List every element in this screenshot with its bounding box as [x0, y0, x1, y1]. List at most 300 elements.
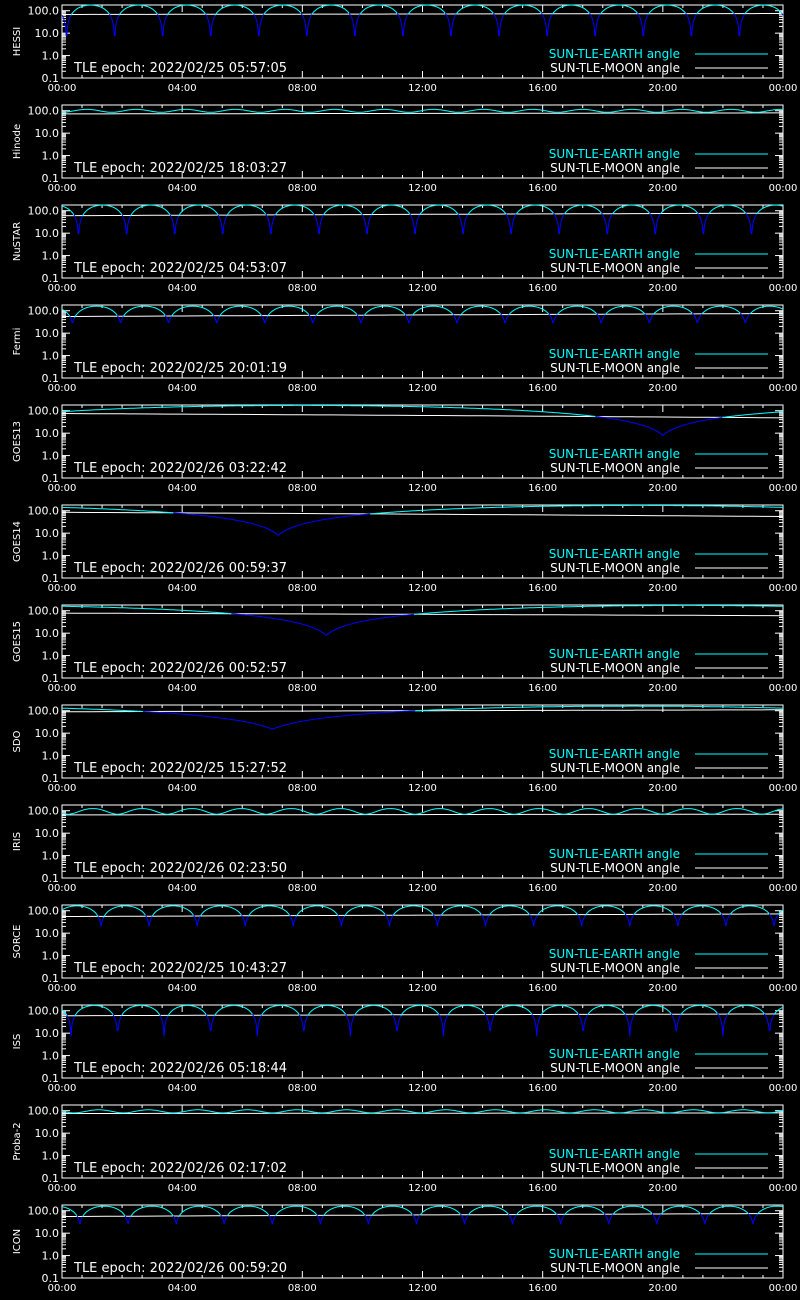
earth-angle-line [600, 5, 637, 14]
y-tick-label: 100.0 [27, 304, 59, 318]
earth-angle-line [552, 5, 589, 14]
y-tick-label: 0.1 [41, 772, 59, 785]
earth-angle-line [275, 1206, 317, 1216]
x-tick-label: 04:00 [167, 1283, 197, 1294]
x-tick-label: 00:00 [47, 1283, 77, 1294]
earth-angle-line [371, 205, 410, 215]
earth-angle-line [143, 711, 415, 729]
moon-angle-line [62, 314, 783, 317]
x-tick-label: 16:00 [528, 883, 558, 894]
y-tick-label: 10.0 [34, 927, 59, 941]
earth-angle-line [219, 306, 261, 316]
earth-angle-line [412, 306, 453, 315]
earth-angle-line [158, 14, 168, 35]
y-tick-label: 1.0 [41, 849, 59, 863]
earth-angle-line [613, 1206, 652, 1214]
earth-angle-line [371, 1206, 412, 1216]
x-tick-label: 20:00 [648, 483, 678, 494]
satellite-label: HESSI [12, 26, 23, 57]
earth-angle-line [740, 313, 750, 322]
earth-angle-line [638, 13, 649, 35]
earth-angle-line [206, 14, 216, 35]
earth-angle-line [231, 614, 414, 636]
legend-moon-label: SUN-TLE-MOON angle [550, 561, 680, 575]
legend-earth-label: SUN-TLE-EARTH angle [548, 447, 680, 461]
y-tick-label: 1.0 [41, 1249, 59, 1263]
y-tick-label: 1.0 [41, 249, 59, 263]
legend-earth-label: SUN-TLE-EARTH angle [548, 1147, 680, 1161]
y-tick-label: 1.0 [41, 349, 59, 363]
earth-angle-line [564, 1206, 604, 1215]
x-tick-label: 20:00 [648, 683, 678, 694]
y-tick-label: 100.0 [27, 504, 59, 518]
y-tick-label: 100.0 [27, 604, 59, 618]
y-tick-label: 10.0 [34, 827, 59, 841]
earth-angle-line [414, 605, 783, 614]
x-tick-label: 04:00 [167, 1083, 197, 1094]
x-tick-label: 04:00 [167, 83, 197, 94]
chart-panel-hinode [0, 100, 800, 200]
x-tick-label: 12:00 [408, 883, 437, 894]
earth-angle-line [323, 1206, 364, 1216]
earth-angle-line [420, 1206, 460, 1215]
earth-angle-line [532, 1014, 541, 1036]
legend-moon-label: SUN-TLE-MOON angle [550, 1261, 680, 1275]
x-tick-label: 00:00 [47, 83, 77, 94]
legend-earth-label: SUN-TLE-EARTH angle [548, 1047, 680, 1061]
earth-angle-line [312, 5, 349, 14]
x-tick-label: 12:00 [408, 83, 437, 94]
earth-angle-line [460, 1214, 468, 1224]
x-tick-label: 12:00 [408, 283, 437, 294]
earth-angle-line [697, 5, 734, 14]
y-tick-label: 1.0 [41, 149, 59, 163]
earth-angle-line [179, 1206, 221, 1217]
earth-angle-line [692, 313, 702, 322]
legend-earth-label: SUN-TLE-EARTH angle [548, 347, 680, 361]
x-tick-label: 04:00 [167, 783, 197, 794]
tle-epoch-label: TLE epoch: 2022/02/26 00:59:20 [74, 1261, 288, 1276]
x-tick-label: 00:00 [768, 683, 798, 694]
legend-moon-label: SUN-TLE-MOON angle [550, 361, 680, 375]
x-tick-label: 00:00 [47, 783, 77, 794]
earth-angle-line [167, 5, 206, 15]
chart-panel-fermi [0, 300, 800, 400]
earth-angle-line [194, 915, 201, 926]
x-tick-label: 08:00 [287, 1283, 317, 1294]
earth-angle-line [168, 1005, 207, 1016]
y-tick-label: 0.1 [41, 372, 59, 385]
earth-angle-line [596, 417, 723, 436]
legend-earth-label: SUN-TLE-EARTH angle [548, 47, 680, 61]
earth-angle-line [722, 412, 783, 418]
earth-angle-line [734, 13, 745, 35]
earth-angle-line [308, 1005, 346, 1015]
earth-angle-line [200, 906, 241, 917]
y-tick-label: 100.0 [27, 1104, 59, 1118]
x-tick-label: 00:00 [768, 483, 798, 494]
legend-moon-label: SUN-TLE-MOON angle [550, 1061, 680, 1075]
earth-angle-line [557, 1214, 565, 1224]
y-tick-label: 10.0 [34, 1227, 59, 1241]
earth-angle-line [485, 1014, 495, 1031]
earth-angle-line [453, 315, 460, 323]
x-tick-label: 00:00 [47, 483, 77, 494]
legend-earth-label: SUN-TLE-EARTH angle [548, 147, 680, 161]
y-tick-label: 0.1 [41, 972, 59, 985]
satellite-label: Fermi [12, 327, 23, 356]
y-tick-label: 100.0 [27, 804, 59, 818]
x-tick-label: 16:00 [528, 783, 558, 794]
x-tick-label: 04:00 [167, 283, 197, 294]
x-tick-label: 08:00 [287, 383, 317, 394]
earth-angle-line [718, 1013, 728, 1036]
y-tick-label: 10.0 [34, 227, 59, 241]
earth-angle-line [604, 1214, 613, 1225]
earth-angle-line [275, 205, 313, 215]
x-tick-label: 04:00 [167, 383, 197, 394]
x-tick-label: 04:00 [167, 183, 197, 194]
earth-angle-line [344, 906, 385, 917]
earth-angle-line [221, 1215, 228, 1224]
earth-angle-line [529, 915, 537, 927]
earth-angle-line [412, 1214, 420, 1224]
x-tick-label: 00:00 [768, 1283, 798, 1294]
earth-angle-line [420, 205, 458, 215]
earth-angle-line [122, 1005, 160, 1015]
x-tick-label: 20:00 [648, 1283, 678, 1294]
earth-angle-line [495, 1005, 532, 1014]
earth-angle-line [458, 214, 468, 234]
x-tick-label: 12:00 [408, 583, 437, 594]
chart-panel-goes13 [0, 400, 800, 500]
tle-epoch-label: TLE epoch: 2022/02/25 04:53:07 [74, 261, 288, 276]
earth-angle-line [146, 915, 153, 926]
earth-angle-line [728, 1005, 765, 1014]
earth-angle-line [364, 306, 405, 315]
earth-angle-line [661, 1206, 700, 1214]
earth-angle-line [460, 306, 500, 315]
earth-angle-line [62, 606, 231, 613]
earth-angle-line [635, 1005, 672, 1014]
chart-panel-proba-2 [0, 1100, 800, 1200]
earth-angle-line [433, 915, 441, 927]
x-tick-label: 20:00 [648, 583, 678, 594]
x-tick-label: 08:00 [287, 583, 317, 594]
moon-angle-line [62, 14, 783, 15]
earth-angle-line [542, 13, 553, 35]
y-tick-label: 1.0 [41, 49, 59, 63]
y-tick-label: 0.1 [41, 72, 59, 85]
moon-angle-line [62, 414, 783, 418]
earth-angle-line [254, 14, 264, 35]
x-tick-label: 08:00 [287, 683, 317, 694]
earth-angle-line [98, 916, 103, 926]
chart-panel-nustar [0, 200, 800, 300]
earth-angle-line [152, 906, 194, 917]
earth-angle-line [650, 213, 661, 233]
earth-angle-line [673, 914, 682, 927]
x-tick-label: 08:00 [287, 1183, 317, 1194]
earth-angle-line [682, 906, 721, 915]
earth-angle-line [709, 1206, 748, 1214]
chart-panel-hessi [0, 0, 800, 100]
legend-earth-label: SUN-TLE-EARTH angle [548, 247, 680, 261]
earth-angle-line [597, 314, 606, 323]
earth-angle-line [605, 306, 645, 315]
earth-angle-line [578, 1014, 588, 1031]
earth-angle-line [301, 13, 312, 35]
earth-angle-line [653, 306, 692, 315]
y-tick-label: 0.1 [41, 1272, 59, 1285]
earth-angle-line [541, 1005, 578, 1015]
x-tick-label: 16:00 [528, 83, 558, 94]
y-tick-label: 10.0 [34, 727, 59, 741]
moon-angle-line [62, 1014, 783, 1016]
x-tick-label: 20:00 [648, 1083, 678, 1094]
x-tick-label: 12:00 [408, 383, 437, 394]
y-tick-label: 0.1 [41, 1072, 59, 1085]
earth-angle-line [456, 5, 493, 14]
x-tick-label: 12:00 [408, 183, 437, 194]
chart-panel-goes15 [0, 600, 800, 700]
tle-epoch-label: TLE epoch: 2022/02/25 10:43:27 [74, 961, 288, 976]
earth-angle-line [360, 5, 397, 14]
chart-panel-icon [0, 1200, 800, 1300]
x-tick-label: 04:00 [167, 683, 197, 694]
y-tick-label: 1.0 [41, 949, 59, 963]
satellite-label: NuSTAR [12, 221, 23, 262]
earth-angle-line [70, 316, 75, 322]
x-tick-label: 08:00 [287, 183, 317, 194]
earth-angle-line [131, 205, 171, 216]
earth-angle-line [317, 1215, 324, 1224]
x-tick-label: 20:00 [648, 1183, 678, 1194]
earth-angle-line [493, 13, 504, 35]
earth-angle-line [537, 906, 577, 916]
earth-angle-line [77, 1216, 82, 1224]
x-tick-label: 20:00 [648, 183, 678, 194]
earth-angle-line [262, 316, 268, 323]
x-tick-label: 20:00 [648, 783, 678, 794]
earth-angle-line [213, 316, 219, 323]
earth-angle-line [160, 1015, 168, 1036]
tle-epoch-label: TLE epoch: 2022/02/25 05:57:05 [74, 61, 288, 76]
x-tick-label: 20:00 [648, 383, 678, 394]
earth-angle-line [75, 1005, 114, 1016]
x-tick-label: 00:00 [768, 183, 798, 194]
earth-angle-line [408, 5, 445, 14]
legend-moon-label: SUN-TLE-MOON angle [550, 661, 680, 675]
legend-earth-label: SUN-TLE-EARTH angle [548, 1247, 680, 1261]
y-tick-label: 100.0 [27, 104, 59, 118]
y-tick-label: 1.0 [41, 749, 59, 763]
y-tick-label: 10.0 [34, 127, 59, 141]
x-tick-label: 20:00 [648, 283, 678, 294]
y-tick-label: 0.1 [41, 672, 59, 685]
x-tick-label: 00:00 [768, 583, 798, 594]
earth-angle-line [173, 1216, 178, 1224]
legend-moon-label: SUN-TLE-MOON angle [550, 961, 680, 975]
legend-moon-label: SUN-TLE-MOON angle [550, 861, 680, 875]
earth-angle-line [645, 314, 653, 323]
earth-angle-line [501, 314, 509, 323]
y-tick-label: 0.1 [41, 172, 59, 185]
earth-angle-line [508, 1214, 516, 1224]
legend-earth-label: SUN-TLE-EARTH angle [548, 547, 680, 561]
earth-angle-line [578, 915, 586, 927]
earth-angle-line [397, 13, 408, 35]
earth-angle-line [299, 1015, 307, 1031]
legend-moon-label: SUN-TLE-MOON angle [550, 261, 680, 275]
earth-angle-line [165, 316, 171, 323]
y-tick-label: 100.0 [27, 4, 59, 18]
earth-angle-line [253, 1014, 262, 1036]
x-tick-label: 16:00 [528, 983, 558, 994]
tle-epoch-label: TLE epoch: 2022/02/25 15:27:52 [74, 761, 288, 776]
earth-angle-line [686, 13, 697, 35]
earth-angle-line [362, 214, 372, 234]
earth-angle-line [648, 5, 685, 14]
earth-angle-line [748, 1214, 757, 1225]
satellite-label: IRIS [12, 831, 23, 852]
earth-angle-line [393, 1015, 401, 1031]
x-tick-label: 00:00 [47, 383, 77, 394]
earth-angle-line [290, 915, 297, 926]
earth-angle-line [448, 1005, 485, 1015]
earth-angle-line [119, 5, 157, 15]
x-tick-label: 12:00 [408, 1183, 437, 1194]
earth-angle-line [769, 914, 778, 927]
x-tick-label: 00:00 [768, 783, 798, 794]
earth-angle-line [634, 906, 673, 915]
earth-angle-line [122, 215, 130, 234]
moon-angle-line [62, 1214, 783, 1217]
x-tick-label: 00:00 [47, 1083, 77, 1094]
y-tick-label: 100.0 [27, 1204, 59, 1218]
chart-panel-sorce [0, 900, 800, 1000]
legend-moon-label: SUN-TLE-MOON angle [550, 1161, 680, 1175]
x-tick-label: 08:00 [287, 783, 317, 794]
earth-angle-line [370, 505, 783, 514]
earth-angle-line [179, 205, 219, 216]
earth-angle-line [242, 915, 249, 926]
y-tick-label: 100.0 [27, 204, 59, 218]
earth-angle-line [215, 5, 254, 15]
earth-angle-line [393, 906, 433, 916]
earth-angle-line [338, 915, 345, 926]
y-tick-label: 1.0 [41, 1149, 59, 1163]
earth-angle-line [554, 213, 565, 233]
y-tick-label: 0.1 [41, 872, 59, 885]
x-tick-label: 20:00 [648, 83, 678, 94]
earth-angle-line [660, 205, 697, 214]
x-tick-label: 00:00 [47, 983, 77, 994]
y-tick-label: 1.0 [41, 449, 59, 463]
earth-angle-line [346, 1014, 355, 1036]
moon-angle-line [62, 113, 783, 114]
earth-angle-line [506, 214, 516, 234]
x-tick-label: 20:00 [648, 883, 678, 894]
y-tick-label: 10.0 [34, 427, 59, 441]
earth-angle-line [215, 1005, 253, 1015]
tle-epoch-label: TLE epoch: 2022/02/26 02:23:50 [74, 861, 288, 876]
y-tick-label: 10.0 [34, 327, 59, 341]
legend-earth-label: SUN-TLE-EARTH angle [548, 647, 680, 661]
earth-angle-line [269, 1215, 276, 1224]
earth-angle-line [652, 1214, 661, 1225]
x-tick-label: 00:00 [768, 883, 798, 894]
x-tick-label: 12:00 [408, 983, 437, 994]
earth-angle-line [266, 214, 276, 234]
earth-angle-line [441, 906, 481, 916]
legend-earth-label: SUN-TLE-EARTH angle [548, 947, 680, 961]
earth-angle-line [721, 914, 730, 927]
x-tick-label: 08:00 [287, 283, 317, 294]
x-tick-label: 00:00 [768, 383, 798, 394]
legend-earth-label: SUN-TLE-EARTH angle [548, 847, 680, 861]
x-tick-label: 16:00 [528, 1083, 558, 1094]
x-tick-label: 04:00 [167, 983, 197, 994]
y-tick-label: 0.1 [41, 572, 59, 585]
earth-angle-line [681, 1005, 718, 1014]
x-tick-label: 12:00 [408, 783, 437, 794]
x-tick-label: 00:00 [47, 683, 77, 694]
earth-angle-line [75, 306, 118, 317]
x-tick-label: 12:00 [408, 1083, 437, 1094]
x-tick-label: 00:00 [768, 1183, 798, 1194]
y-tick-label: 100.0 [27, 1004, 59, 1018]
x-tick-label: 04:00 [167, 583, 197, 594]
x-tick-label: 16:00 [528, 183, 558, 194]
satellite-label: ICON [12, 1228, 23, 1255]
earth-angle-line [700, 1214, 709, 1225]
earth-angle-line [262, 1005, 300, 1015]
earth-angle-line [590, 13, 601, 35]
satellite-label: Hinode [12, 123, 23, 160]
earth-angle-line [62, 15, 71, 35]
x-tick-label: 16:00 [528, 583, 558, 594]
tle-epoch-label: TLE epoch: 2022/02/26 00:59:37 [74, 561, 288, 576]
x-tick-label: 00:00 [47, 1183, 77, 1194]
earth-angle-line [588, 1005, 625, 1014]
earth-angle-line [314, 214, 324, 234]
y-tick-label: 1.0 [41, 649, 59, 663]
earth-angle-line [123, 306, 165, 316]
satellite-label: GOES14 [12, 520, 23, 563]
x-tick-label: 00:00 [768, 83, 798, 94]
chart-panel-sdo [0, 700, 800, 800]
earth-angle-line [110, 14, 120, 35]
x-tick-label: 00:00 [768, 283, 798, 294]
x-tick-label: 08:00 [287, 83, 317, 94]
earth-angle-line [170, 215, 178, 234]
x-tick-label: 00:00 [768, 983, 798, 994]
x-tick-label: 12:00 [408, 683, 437, 694]
earth-angle-line [489, 906, 529, 916]
y-tick-label: 100.0 [27, 704, 59, 718]
tle-epoch-label: TLE epoch: 2022/02/25 18:03:27 [74, 161, 288, 176]
earth-angle-line [62, 708, 143, 711]
y-tick-label: 100.0 [27, 904, 59, 918]
x-tick-label: 04:00 [167, 1183, 197, 1194]
y-tick-label: 1.0 [41, 549, 59, 563]
x-tick-label: 12:00 [408, 483, 437, 494]
satellite-label: GOES13 [12, 420, 23, 463]
earth-angle-line [468, 205, 506, 215]
chart-panel-goes14 [0, 500, 800, 600]
legend-earth-label: SUN-TLE-EARTH angle [548, 747, 680, 761]
